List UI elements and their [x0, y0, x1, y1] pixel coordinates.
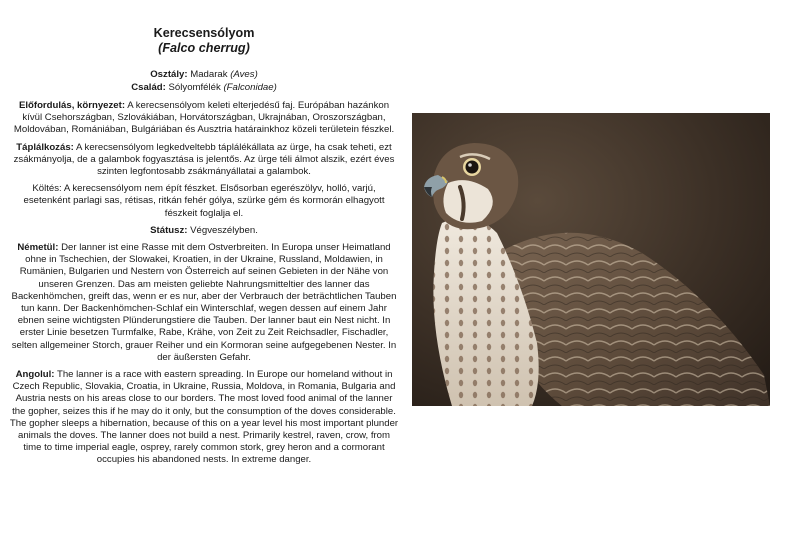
- occurrence-section: [8, 100, 400, 137]
- taxonomy-block: [8, 68, 400, 94]
- falcon-illustration: [412, 113, 770, 406]
- german-label: Németül:: [17, 242, 59, 254]
- species-title: Kerecsensólyom: [153, 26, 255, 40]
- class-latin: (Aves): [230, 69, 258, 80]
- german-section: [8, 242, 400, 364]
- english-section: [8, 369, 400, 467]
- family-value: Sólyomfélék: [168, 82, 221, 93]
- occurrence-text: A kerecsensólyom keleti elterjedésű faj. Európában hazánkon kívül Csehországban, Szlovákiában, Horvátországban, Ukrajnában, Oroszországban, Moldovában, Romániában, Bulgáriában és Ausztria határainkhoz közeli területein fészkel.: [13, 100, 395, 136]
- class-label: Osztály:: [150, 69, 188, 80]
- occurrence-label: Előfordulás, környezet:: [18, 100, 126, 111]
- class-value: Madarak: [190, 69, 228, 80]
- english-label: Angolul:: [15, 369, 55, 381]
- status-label: Státusz:: [150, 224, 188, 236]
- status-text: Végveszélyben.: [190, 224, 258, 236]
- family-latin: (Falconidae): [223, 82, 277, 93]
- family-label: Család:: [131, 82, 166, 93]
- species-latin-name: (Falco cherrug): [158, 41, 250, 55]
- diet-text: A kerecsensólyom legkedveltebb táplálékállata az ürge, ha csak teheti, ezt zsákmányolja, de a galambok fogyasztása is jelentős. Az ürge téli álmot alszik, ezért éves szinten legfontosabb zsákmányállatai a galambok.: [13, 141, 395, 178]
- taxonomy-class: [8, 68, 400, 81]
- nesting-text: Költés: A kerecsensólyom nem épít fészket. Elsősorban egerészölyv, holló, varjú, esetenként parlagi sas, rétisas, ritkán fehér gólya, szürke gém és kormorán elhagyott fészkeit foglalja el.: [23, 183, 385, 219]
- english-text: The lanner is a race with eastern spreading. In Europe our homeland without in Czech Republic, Slovakia, Croatia, in Ukraine, Russia, Moldova, in Romania, Bulgaria and Austria nests on his areas close to our borders. The most loved food animal of the lanner the gopher, seizes this if he may do it only, but the consumption of the doves considerable. The gopher sleeps a hibernation, because of this on a year level his most important plunder animals the doves. The lanner does not build a nest. Primarily kestrel, raven, crow, from time to time imperial eagle, osprey, rarely common stork, grey heron and a cormorant occupies his abandoned nests. In extreme danger.: [9, 369, 399, 466]
- taxonomy-family: [8, 81, 400, 94]
- falcon-photo: [412, 113, 770, 406]
- nesting-section: [8, 183, 400, 220]
- status-section: [8, 225, 400, 237]
- diet-section: [8, 142, 400, 179]
- species-text-column: [8, 26, 400, 472]
- german-text: Der lanner ist eine Rasse mit dem Ostverbreiten. In Europa unser Heimatland ohne in Tschechien, der Slowakei, Kroatien, in der Ukraine, Russland, Moldawien, in Rumänien, Bulgarien und Nestern von Österreich auf seinen Gebieten in der Nähe von unseren Grenzen. Das am meisten geliebte Nahrungsmitteltier des lanner das Backenhömchen, greift das, wenn er es nur, aber der Verbrauch der beträchtlichen Tauben tun kann. Der Backenhömchen-Schlaf ein Winterschlaf, wegen dessen auf einem Jahr ebnen seine wichtigsten Plünderungstiere die Tauben. Der lanner baut ein Nest nicht. In erster Linie besetzen Turmfalke, Rabe, Krähe, von Zeit zu Zeit Reichsadler, Fischadler, selten allgemeiner Storch, grauer Reiher und ein Kormoran seine aufgegebenen Nester. In der äußersten Gefahr.: [11, 242, 397, 363]
- diet-label: Táplálkozás:: [16, 141, 74, 153]
